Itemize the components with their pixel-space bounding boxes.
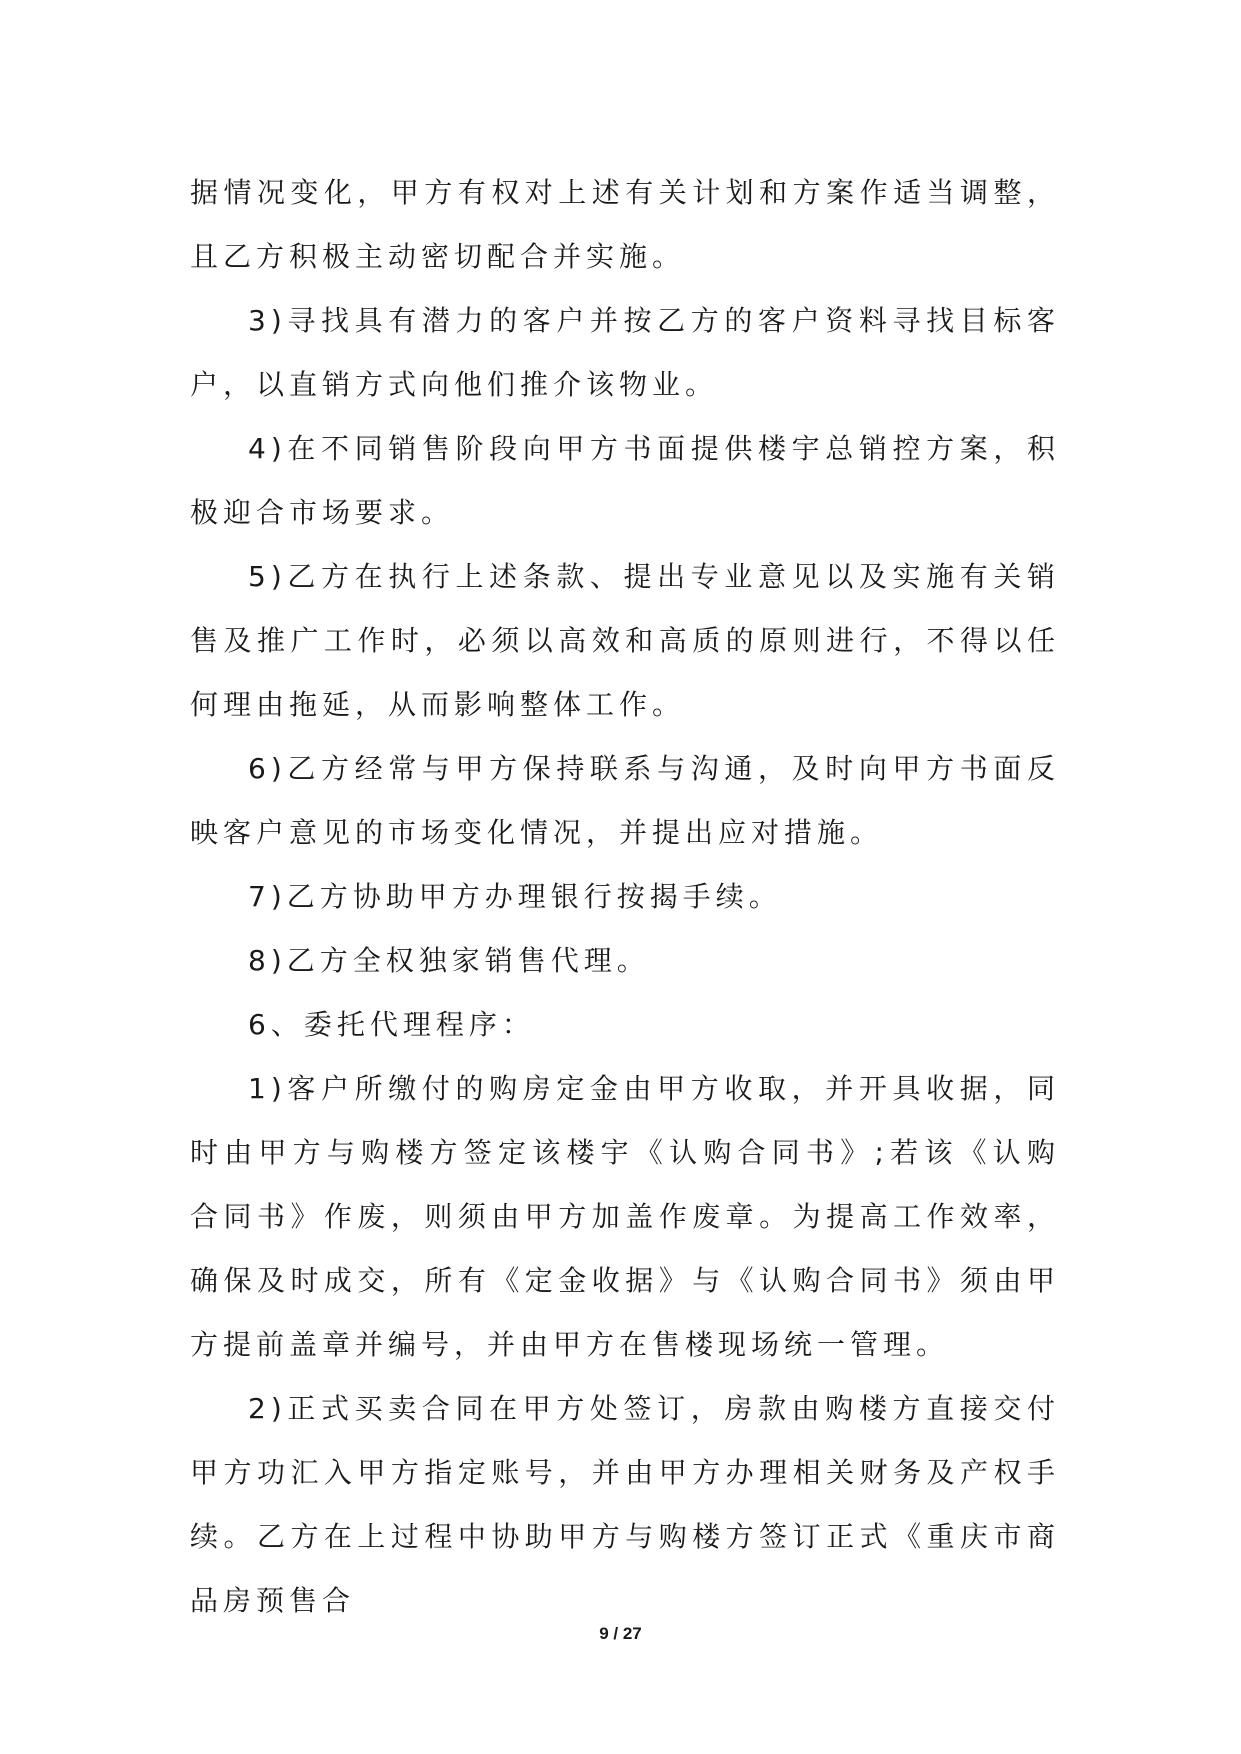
page-number: 9 / 27 xyxy=(599,1624,642,1643)
paragraph-procedure-1: 1)客户所缴付的购房定金由甲方收取，并开具收据，同时由甲方与购楼方签定该楼宇《认购合同书》;若该《认购合同书》作废，则须由甲方加盖作废章。为提高工作效率，确保及时成交，所有《定金收据》与《认购合同书》须由甲方提前盖章并编号，并由甲方在售楼现场统一管理。 xyxy=(190,1072,1060,1361)
paragraph-item-4: 4)在不同销售阶段向甲方书面提供楼宇总销控方案，积极迎合市场要求。 xyxy=(190,432,1060,529)
paragraph-item-5: 5)乙方在执行上述条款、提出专业意见以及实施有关销售及推广工作时，必须以高效和高质的原则进行，不得以任何理由拖延，从而影响整体工作。 xyxy=(190,560,1060,721)
paragraph-procedure-2: 2)正式买卖合同在甲方处签订，房款由购楼方直接交付甲方功汇入甲方指定账号，并由甲方办理相关财务及产权手续。乙方在上过程中协助甲方与购楼方签订正式《重庆市商品房预售合 xyxy=(190,1392,1060,1617)
document-body xyxy=(190,161,1060,1633)
paragraph-item-8: 8)乙方全权独家销售代理。 xyxy=(248,944,650,977)
paragraph-item-3: 3)寻找具有潜力的客户并按乙方的客户资料寻找目标客户，以直销方式向他们推介该物业。 xyxy=(190,304,1060,401)
paragraph-item-7: 7)乙方协助甲方办理银行按揭手续。 xyxy=(248,880,782,913)
paragraph-item-6: 6)乙方经常与甲方保持联系与沟通，及时向甲方书面反映客户意见的市场变化情况，并提出应对措施。 xyxy=(190,752,1060,849)
section-heading-6: 6、委托代理程序： xyxy=(248,1008,535,1041)
paragraph-continued: 据情况变化，甲方有权对上述有关计划和方案作适当调整，且乙方积极主动密切配合并实施。 xyxy=(190,176,1060,273)
